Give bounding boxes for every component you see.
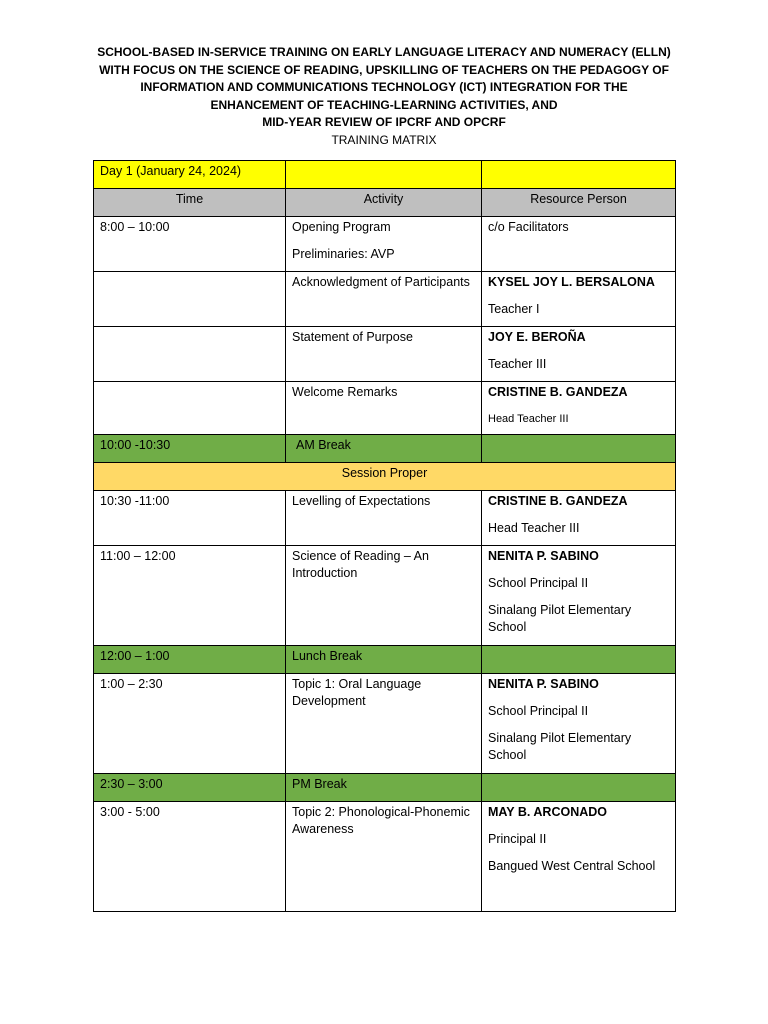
activity-cell: Statement of Purpose xyxy=(286,327,482,382)
title-line-2: WITH FOCUS ON THE SCIENCE OF READING, UPSKILLING OF TEACHERS ON THE PEDAGOGY OF xyxy=(99,62,669,77)
person-name: CRISTINE B. GANDEZA xyxy=(488,385,628,399)
person-role: Principal II xyxy=(488,832,547,846)
training-matrix-table xyxy=(93,160,676,912)
resource-person-cell xyxy=(482,272,676,327)
column-header-resource-person: Resource Person xyxy=(482,189,676,217)
time-cell: 12:00 – 1:00 xyxy=(94,646,286,674)
table-row xyxy=(94,217,676,272)
resource-person-cell xyxy=(482,546,676,646)
day-label: Day 1 (January 24, 2024) xyxy=(94,161,286,189)
activity-cell: Topic 2: Phonological-Phonemic Awareness xyxy=(286,802,482,912)
table-row xyxy=(94,272,676,327)
time-cell: 2:30 – 3:00 xyxy=(94,774,286,802)
day-row xyxy=(94,161,676,189)
table-row xyxy=(94,674,676,774)
title-line-4: ENHANCEMENT OF TEACHING-LEARNING ACTIVITIES, AND xyxy=(210,97,558,112)
activity-cell: AM Break xyxy=(286,435,482,463)
time-cell: 1:00 – 2:30 xyxy=(94,674,286,774)
session-row xyxy=(94,463,676,491)
column-header-row xyxy=(94,189,676,217)
activity-cell: Lunch Break xyxy=(286,646,482,674)
person-name: KYSEL JOY L. BERSALONA xyxy=(488,275,655,289)
break-row xyxy=(94,774,676,802)
person-school: Bangued West Central School xyxy=(488,859,656,873)
time-cell xyxy=(94,382,286,435)
person-name: NENITA P. SABINO xyxy=(488,677,599,691)
time-cell: 10:00 -10:30 xyxy=(94,435,286,463)
title-line-3: INFORMATION AND COMMUNICATIONS TECHNOLOGY (ICT) INTEGRATION FOR THE xyxy=(140,80,628,94)
time-cell: 10:30 -11:00 xyxy=(94,491,286,546)
activity-cell: Levelling of Expectations xyxy=(286,491,482,546)
time-cell: 11:00 – 12:00 xyxy=(94,546,286,646)
time-cell xyxy=(94,272,286,327)
resource-person-cell: c/o Facilitators xyxy=(482,217,676,272)
person-role: Head Teacher III xyxy=(488,413,569,425)
table-row xyxy=(94,382,676,435)
person-name: CRISTINE B. GANDEZA xyxy=(488,494,628,508)
person-name: NENITA P. SABINO xyxy=(488,549,599,563)
session-label: Session Proper xyxy=(94,463,676,491)
table-row xyxy=(94,546,676,646)
activity-cell: Welcome Remarks xyxy=(286,382,482,435)
person-name: JOY E. BEROÑA xyxy=(488,330,586,344)
resource-person-cell xyxy=(482,674,676,774)
person-school: Sinalang Pilot Elementary School xyxy=(488,603,632,634)
resource-person-cell xyxy=(482,382,676,435)
activity-cell: Science of Reading – An Introduction xyxy=(286,546,482,646)
title-line-1: SCHOOL-BASED IN-SERVICE TRAINING ON EARLY LANGUAGE LITERACY AND NUMERACY (ELLN) xyxy=(97,45,671,59)
column-header-time: Time xyxy=(94,189,286,217)
document-subtitle: TRAINING MATRIX xyxy=(331,132,437,147)
time-cell xyxy=(94,327,286,382)
activity-cell: Topic 1: Oral Language Development xyxy=(286,674,482,774)
table-row xyxy=(94,802,676,912)
time-cell: 3:00 - 5:00 xyxy=(94,802,286,912)
activity-cell: PM Break xyxy=(286,774,482,802)
activity-cell: Opening Program Preliminaries: AVP xyxy=(286,217,482,272)
title-line-5: MID-YEAR REVIEW OF IPCRF AND OPCRF xyxy=(262,115,506,129)
person-role: Teacher III xyxy=(488,357,547,371)
resource-person-cell xyxy=(482,491,676,546)
person-name: MAY B. ARCONADO xyxy=(488,805,607,819)
activity-cell: Acknowledgment of Participants xyxy=(286,272,482,327)
resource-person-cell xyxy=(482,802,676,912)
resource-person-cell xyxy=(482,327,676,382)
table-row xyxy=(94,327,676,382)
person-role: School Principal II xyxy=(488,704,589,718)
break-row xyxy=(94,646,676,674)
person-school: Sinalang Pilot Elementary School xyxy=(488,731,632,762)
column-header-activity: Activity xyxy=(286,189,482,217)
break-row xyxy=(94,435,676,463)
person-role: Teacher I xyxy=(488,302,540,316)
table-row xyxy=(94,491,676,546)
time-cell: 8:00 – 10:00 xyxy=(94,217,286,272)
document-header xyxy=(60,44,708,149)
person-role: School Principal II xyxy=(488,576,589,590)
person-role: Head Teacher III xyxy=(488,521,580,535)
